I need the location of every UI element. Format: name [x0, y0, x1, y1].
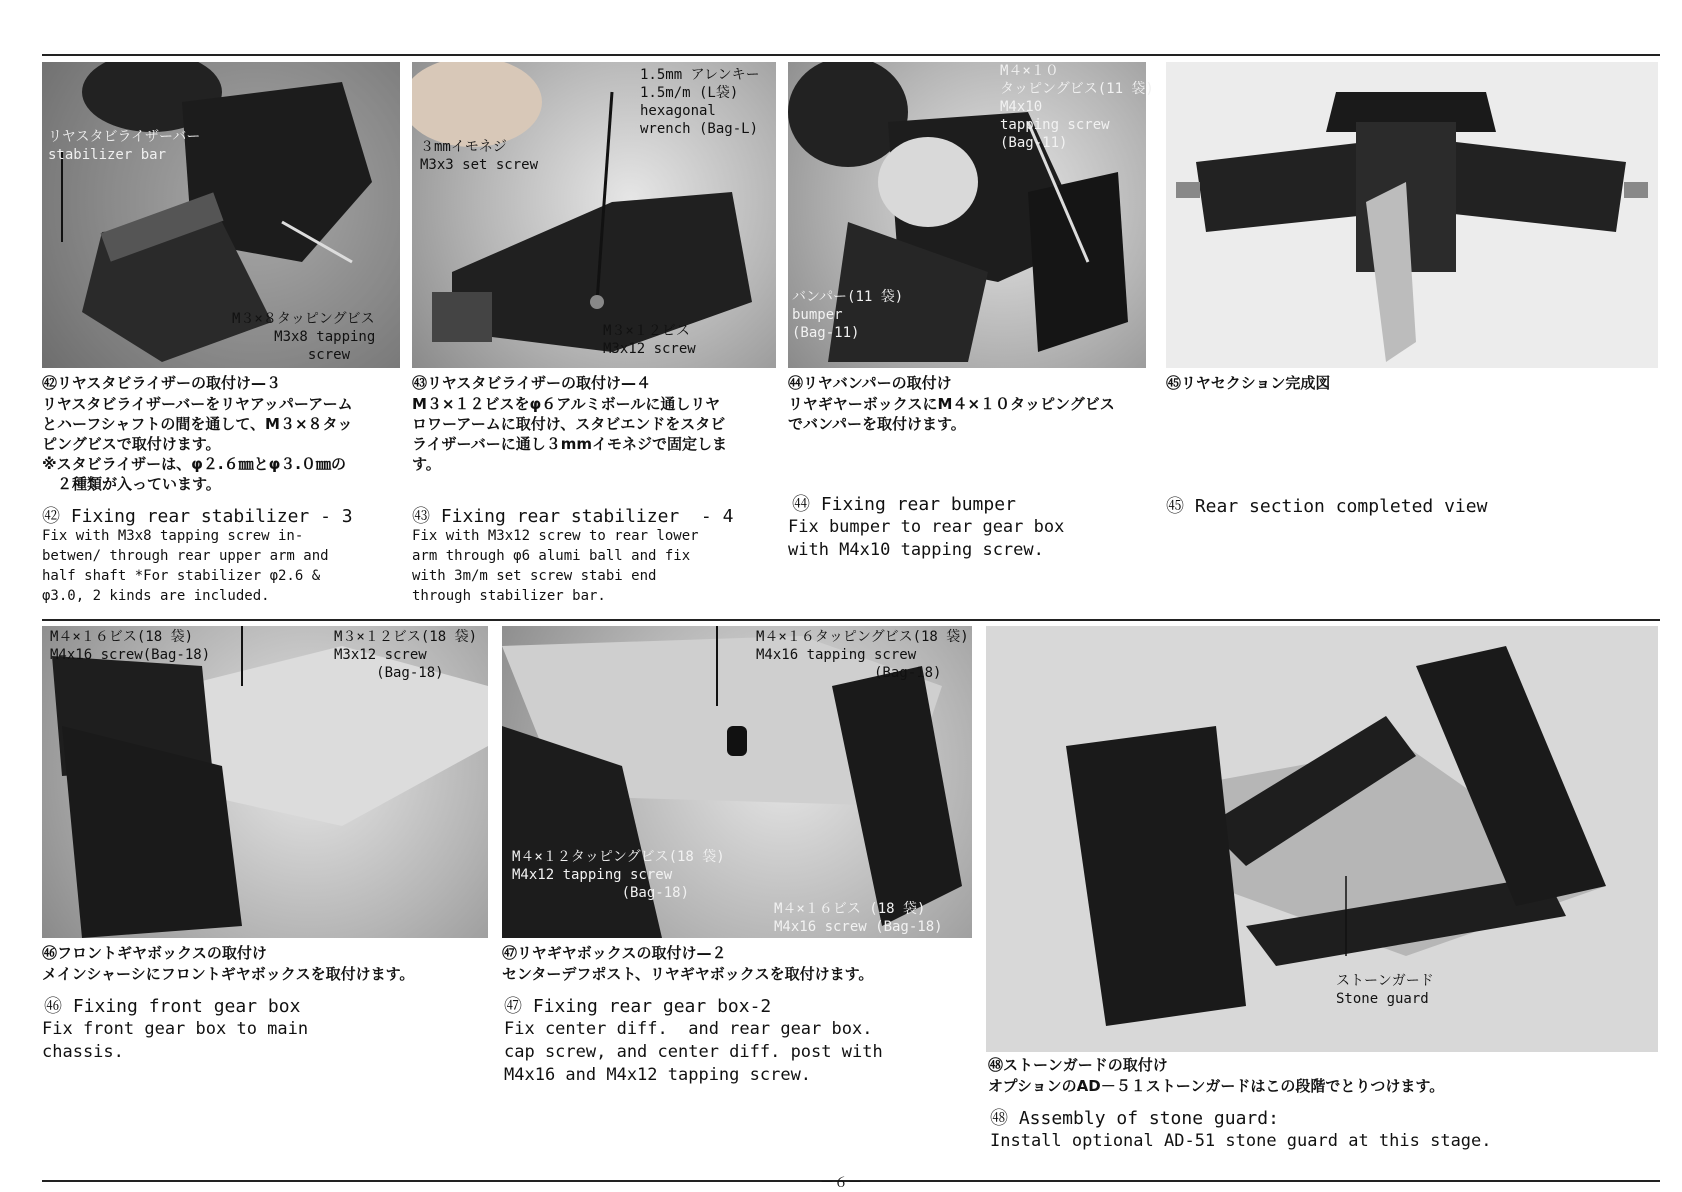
step-44-en-title: ㊹ Fixing rear bumper — [792, 494, 1016, 515]
step-46-en-title: ㊻ Fixing front gear box — [44, 996, 301, 1017]
m4x16-tapping-screw-callout: M４×１６タッピングビス(18 袋) M4x16 tapping screw (Bag-18) — [756, 629, 969, 681]
rear-section-illustration — [1166, 62, 1658, 368]
step-47-en-title: ㊼ Fixing rear gear box-2 — [504, 996, 772, 1017]
step-43-en-title: ㊸ Fixing rear stabilizer - 4 — [412, 506, 734, 527]
m4x10-tapping-screw-callout: M４×１０ タッピングビス(11 袋) M4x10 tapping screw (Bag-11) — [1000, 63, 1154, 151]
step-47-jp-title: ㊼リヤギヤボックスの取付け—２ — [502, 944, 727, 962]
page-number: －６－ — [820, 1175, 862, 1191]
step-44-jp-title: ㊹リヤバンパーの取付け — [788, 374, 952, 392]
step-45-en-title: ㊺ Rear section completed view — [1166, 496, 1488, 517]
step-48-en-title: ㊽ Assembly of stone guard: — [990, 1108, 1279, 1129]
step-43-jp-title: ㊸リヤスタビライザーの取付け—４ — [412, 374, 651, 392]
step-48-jp-title: ㊽ストーンガードの取付け — [988, 1056, 1168, 1074]
step-43-jp-body: M３×１２ビスをφ６アルミボールに通しリヤ ロワーアームに取付け、スタビエンドをスタビ ライザーバーに通し３mmイモネジで固定しま す。 — [412, 395, 728, 473]
step-46-jp-body: メインシャーシにフロントギヤボックスを取付けます。 — [42, 965, 415, 983]
step-42-en-body: Fix with M3x8 tapping screw in- betwen/ through rear upper arm and half shaft *For stabilizer φ2.6 & φ3.0, 2 kinds are included. — [42, 528, 329, 604]
step-42-en-title: ㊷ Fixing rear stabilizer - 3 — [42, 506, 353, 527]
step-48-jp-body: オプションのAD－５１ストーンガードはこの段階でとりつけます。 — [988, 1077, 1445, 1095]
step-47-jp-body: センターデフポスト、リヤギヤボックスを取付けます。 — [502, 965, 874, 983]
m3x12-screw-bag18-callout: M３×１２ビス(18 袋) M3x12 screw (Bag-18) — [334, 629, 478, 681]
step-48-photo — [986, 626, 1658, 1052]
m4x16-screw-bag18-callout: M４×１６ビス (18 袋) M4x16 screw (Bag-18) — [774, 901, 943, 935]
m3x12-screw-callout: M３×１２ビス M3x12 screw — [603, 323, 696, 357]
step-46-en-body: Fix front gear box to main chassis. — [42, 1019, 309, 1062]
step-44-jp-body: リヤギヤーボックスにM４×１０タッピングビス でバンパーを取付けます。 — [788, 395, 1115, 433]
top-rule — [42, 54, 1660, 56]
step-43-en-body: Fix with M3x12 screw to rear lower arm through φ6 alumi ball and fix with 3m/m set screw stabi end through stabilizer bar. — [412, 528, 699, 604]
step-45-jp-title: ㊺リヤセクション完成図 — [1166, 374, 1331, 392]
step-45-photo — [1166, 62, 1658, 368]
stone-guard-illustration — [986, 626, 1658, 1052]
bumper-callout: バンパー(11 袋) bumper (Bag-11) — [792, 289, 904, 341]
step-44-en-body: Fix bumper to rear gear box with M4x10 tapping screw. — [788, 517, 1065, 560]
hexagonal-wrench-callout: 1.5mm アレンキー 1.5m/m (L袋) hexagonal wrench (Bag-L) — [640, 67, 760, 137]
m4x12-tapping-screw-callout: M４×１２タッピングビス(18 袋) M4x12 tapping screw (Bag-18) — [512, 849, 725, 901]
m3x8-screw-callout: M３×８タッピングビス M3x8 tapping screw — [232, 311, 376, 363]
stabilizer-bar-callout: リヤスタビライザーバー stabilizer bar — [48, 129, 201, 163]
step-42-jp-body: リヤスタビライザーバーをリヤアッパーアーム とハーフシャフトの間を通して、M３×８タッ ピングビスで取付けます。 ※スタビライザーは、φ２.６㎜とφ３.０㎜の ２種類が入っています。 — [42, 395, 353, 493]
step-48-en-body: Install optional AD-51 stone guard at this stage. — [990, 1131, 1492, 1151]
step-46-jp-title: ㊻フロントギヤボックスの取付け — [42, 944, 267, 962]
middle-rule — [42, 619, 1660, 621]
step-42-jp-title: ㊷リヤスタビライザーの取付け—３ — [42, 374, 281, 392]
stone-guard-callout: ストーンガード Stone guard — [1336, 973, 1434, 1007]
set-screw-callout: ３mmイモネジ M3x3 set screw — [420, 139, 539, 173]
step-47-en-body: Fix center diff. and rear gear box. cap screw, and center diff. post with M4x16 and M4x12 tapping screw. — [504, 1019, 883, 1085]
m4x16-screw-callout: M４×１６ビス(18 袋) M4x16 screw(Bag-18) — [50, 629, 211, 663]
